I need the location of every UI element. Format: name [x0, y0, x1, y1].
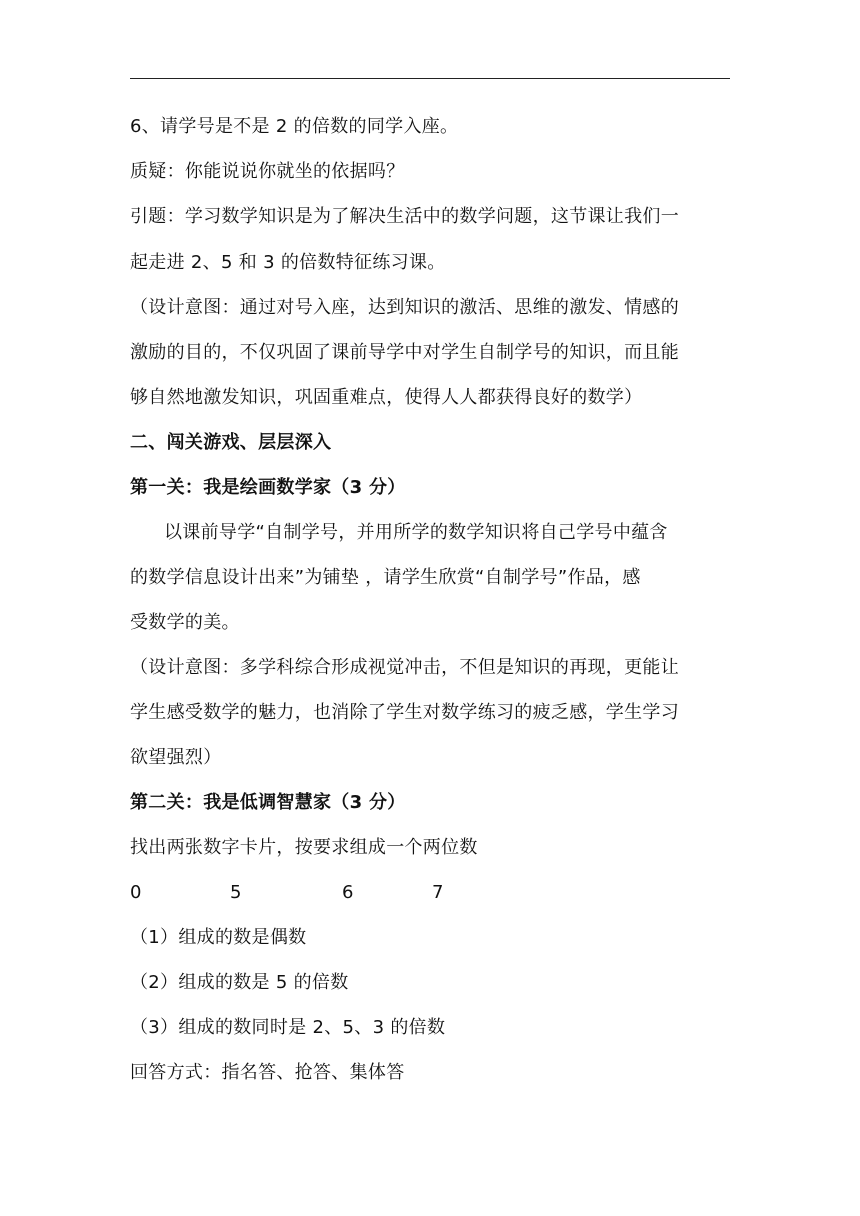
digit-cards [130, 882, 730, 904]
digit-card: 0 [130, 882, 142, 903]
section-heading: 二、闯关游戏、层层深入 [130, 432, 332, 453]
level-2-task: 找出两张数字卡片，按要求组成一个两位数 [130, 837, 478, 858]
requirement-1: （1）组成的数是偶数 [130, 927, 307, 948]
digit-card: 5 [230, 882, 242, 903]
header-rule [130, 78, 730, 79]
level-1-text-3: 受数学的美。 [130, 612, 240, 633]
level-1-intent-2: 学生感受数学的魅力，也消除了学生对数学练习的疲乏感，学生学习 [130, 702, 679, 723]
digit-card: 6 [342, 882, 354, 903]
requirement-2: （2）组成的数是 5 的倍数 [130, 972, 349, 993]
level-1-text-2: 的数学信息设计出来”为铺垫 ，请学生欣赏“自制学号”作品，感 [130, 567, 641, 588]
level-2-heading: 第二关：我是低调智慧家（3 分） [130, 792, 406, 813]
line-design-intent-2: 激励的目的，不仅巩固了课前导学中对学生自制学号的知识，而且能 [130, 342, 679, 363]
answer-methods: 回答方式：指名答、抢答、集体答 [130, 1062, 405, 1083]
level-1-text-1: 以课前导学“自制学号，并用所学的数学知识将自己学号中蕴含 [164, 522, 668, 543]
requirement-3: （3）组成的数同时是 2、5、3 的倍数 [130, 1017, 446, 1038]
level-1-intent-1: （设计意图：多学科综合形成视觉冲击，不但是知识的再现，更能让 [130, 657, 679, 678]
level-1-intent-3: 欲望强烈） [130, 747, 222, 768]
line-design-intent-3: 够自然地激发知识，巩固重难点，使得人人都获得良好的数学） [130, 387, 643, 408]
line-design-intent-1: （设计意图：通过对号入座，达到知识的激活、思维的激发、情感的 [130, 297, 679, 318]
level-1-heading: 第一关：我是绘画数学家（3 分） [130, 477, 406, 498]
line-intro-1: 引题：学习数学知识是为了解决生活中的数学问题，这节课让我们一 [130, 206, 679, 227]
line-question: 质疑：你能说说你就坐的依据吗？ [130, 161, 405, 182]
line-seat-instruction: 6、请学号是不是 2 的倍数的同学入座。 [130, 116, 459, 137]
digit-card: 7 [432, 882, 444, 903]
line-intro-2: 起走进 2、5 和 3 的倍数特征练习课。 [130, 252, 446, 273]
